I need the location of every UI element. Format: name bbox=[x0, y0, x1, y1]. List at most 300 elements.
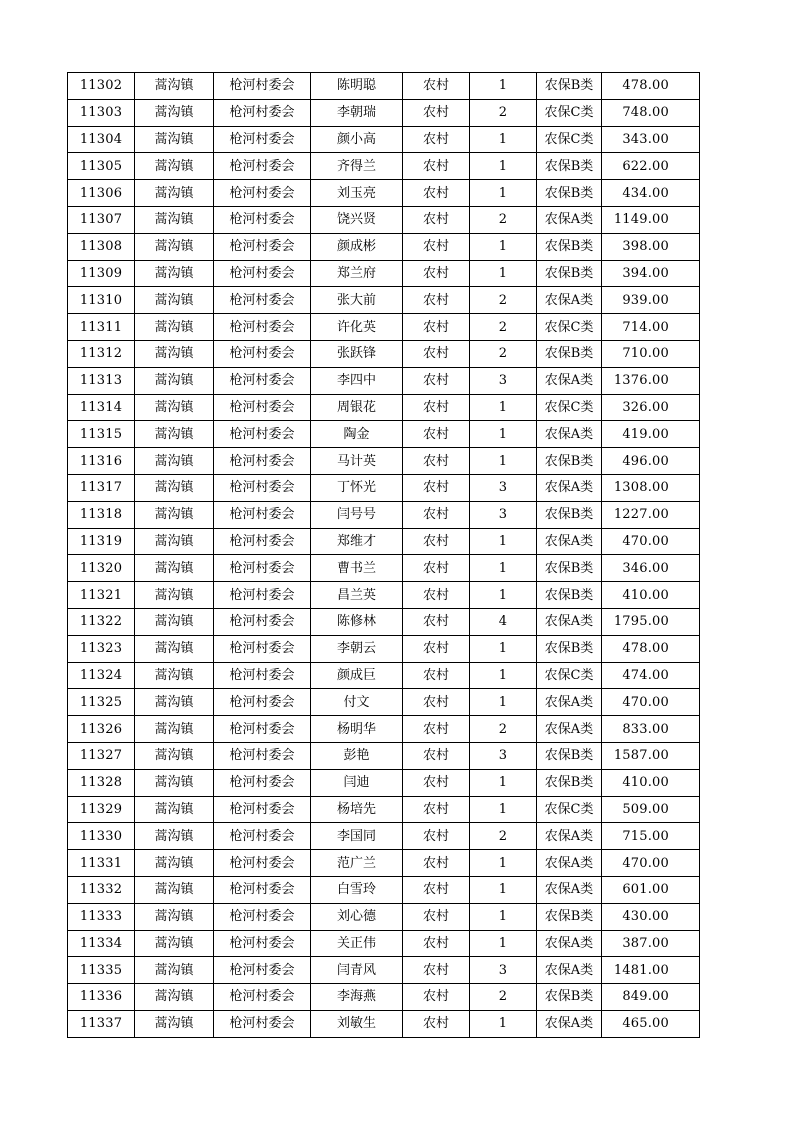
insurance-category-cell: 农保B类 bbox=[537, 769, 602, 796]
village-committee-cell: 枪河村委会 bbox=[214, 769, 311, 796]
family-size-cell: 2 bbox=[470, 314, 537, 341]
insurance-category-cell: 农保A类 bbox=[537, 850, 602, 877]
record-id-cell: 11330 bbox=[68, 823, 135, 850]
record-id-cell: 11308 bbox=[68, 233, 135, 260]
insurance-category-cell: 农保B类 bbox=[537, 742, 602, 769]
household-type-cell: 农村 bbox=[403, 126, 470, 153]
village-committee-cell: 枪河村委会 bbox=[214, 984, 311, 1011]
town-cell: 蒿沟镇 bbox=[135, 582, 214, 609]
record-id-cell: 11323 bbox=[68, 635, 135, 662]
amount-cell: 346.00 bbox=[602, 555, 700, 582]
person-name-cell: 郑兰府 bbox=[311, 260, 403, 287]
table-row bbox=[68, 367, 700, 394]
amount-cell: 398.00 bbox=[602, 233, 700, 260]
record-id-cell: 11306 bbox=[68, 180, 135, 207]
table-row bbox=[68, 823, 700, 850]
records-table bbox=[67, 72, 700, 1038]
town-cell: 蒿沟镇 bbox=[135, 421, 214, 448]
person-name-cell: 李国同 bbox=[311, 823, 403, 850]
town-cell: 蒿沟镇 bbox=[135, 1010, 214, 1037]
insurance-category-cell: 农保A类 bbox=[537, 930, 602, 957]
village-committee-cell: 枪河村委会 bbox=[214, 260, 311, 287]
table-row bbox=[68, 448, 700, 475]
town-cell: 蒿沟镇 bbox=[135, 930, 214, 957]
insurance-category-cell: 农保B类 bbox=[537, 260, 602, 287]
amount-cell: 714.00 bbox=[602, 314, 700, 341]
record-id-cell: 11325 bbox=[68, 689, 135, 716]
household-type-cell: 农村 bbox=[403, 742, 470, 769]
person-name-cell: 李四中 bbox=[311, 367, 403, 394]
amount-cell: 410.00 bbox=[602, 769, 700, 796]
town-cell: 蒿沟镇 bbox=[135, 769, 214, 796]
person-name-cell: 白雪玲 bbox=[311, 876, 403, 903]
insurance-category-cell: 农保B类 bbox=[537, 582, 602, 609]
amount-cell: 1587.00 bbox=[602, 742, 700, 769]
household-type-cell: 农村 bbox=[403, 180, 470, 207]
insurance-category-cell: 农保C类 bbox=[537, 99, 602, 126]
household-type-cell: 农村 bbox=[403, 769, 470, 796]
amount-cell: 394.00 bbox=[602, 260, 700, 287]
town-cell: 蒿沟镇 bbox=[135, 206, 214, 233]
amount-cell: 601.00 bbox=[602, 876, 700, 903]
insurance-category-cell: 农保B类 bbox=[537, 73, 602, 100]
person-name-cell: 李海燕 bbox=[311, 984, 403, 1011]
table-row bbox=[68, 930, 700, 957]
family-size-cell: 2 bbox=[470, 99, 537, 126]
village-committee-cell: 枪河村委会 bbox=[214, 126, 311, 153]
town-cell: 蒿沟镇 bbox=[135, 984, 214, 1011]
family-size-cell: 1 bbox=[470, 421, 537, 448]
family-size-cell: 1 bbox=[470, 260, 537, 287]
person-name-cell: 张跃锋 bbox=[311, 340, 403, 367]
family-size-cell: 1 bbox=[470, 876, 537, 903]
family-size-cell: 4 bbox=[470, 608, 537, 635]
insurance-category-cell: 农保B类 bbox=[537, 635, 602, 662]
insurance-category-cell: 农保A类 bbox=[537, 421, 602, 448]
amount-cell: 849.00 bbox=[602, 984, 700, 1011]
village-committee-cell: 枪河村委会 bbox=[214, 823, 311, 850]
person-name-cell: 郑维才 bbox=[311, 528, 403, 555]
family-size-cell: 1 bbox=[470, 635, 537, 662]
family-size-cell: 1 bbox=[470, 153, 537, 180]
town-cell: 蒿沟镇 bbox=[135, 501, 214, 528]
village-committee-cell: 枪河村委会 bbox=[214, 716, 311, 743]
town-cell: 蒿沟镇 bbox=[135, 474, 214, 501]
town-cell: 蒿沟镇 bbox=[135, 796, 214, 823]
household-type-cell: 农村 bbox=[403, 206, 470, 233]
table-row bbox=[68, 769, 700, 796]
table-row bbox=[68, 180, 700, 207]
person-name-cell: 昌兰英 bbox=[311, 582, 403, 609]
village-committee-cell: 枪河村委会 bbox=[214, 153, 311, 180]
household-type-cell: 农村 bbox=[403, 582, 470, 609]
record-id-cell: 11313 bbox=[68, 367, 135, 394]
family-size-cell: 2 bbox=[470, 716, 537, 743]
record-id-cell: 11335 bbox=[68, 957, 135, 984]
household-type-cell: 农村 bbox=[403, 1010, 470, 1037]
insurance-category-cell: 农保A类 bbox=[537, 716, 602, 743]
record-id-cell: 11331 bbox=[68, 850, 135, 877]
village-committee-cell: 枪河村委会 bbox=[214, 73, 311, 100]
record-id-cell: 11327 bbox=[68, 742, 135, 769]
village-committee-cell: 枪河村委会 bbox=[214, 957, 311, 984]
family-size-cell: 1 bbox=[470, 233, 537, 260]
amount-cell: 1308.00 bbox=[602, 474, 700, 501]
amount-cell: 710.00 bbox=[602, 340, 700, 367]
village-committee-cell: 枪河村委会 bbox=[214, 394, 311, 421]
table-row bbox=[68, 796, 700, 823]
household-type-cell: 农村 bbox=[403, 394, 470, 421]
insurance-category-cell: 农保A类 bbox=[537, 876, 602, 903]
person-name-cell: 曹书兰 bbox=[311, 555, 403, 582]
insurance-category-cell: 农保C类 bbox=[537, 662, 602, 689]
town-cell: 蒿沟镇 bbox=[135, 126, 214, 153]
insurance-category-cell: 农保B类 bbox=[537, 501, 602, 528]
person-name-cell: 陈明聪 bbox=[311, 73, 403, 100]
table-row bbox=[68, 850, 700, 877]
person-name-cell: 陶金 bbox=[311, 421, 403, 448]
person-name-cell: 闫青风 bbox=[311, 957, 403, 984]
amount-cell: 343.00 bbox=[602, 126, 700, 153]
village-committee-cell: 枪河村委会 bbox=[214, 930, 311, 957]
village-committee-cell: 枪河村委会 bbox=[214, 850, 311, 877]
person-name-cell: 饶兴贤 bbox=[311, 206, 403, 233]
village-committee-cell: 枪河村委会 bbox=[214, 180, 311, 207]
amount-cell: 387.00 bbox=[602, 930, 700, 957]
person-name-cell: 李朝瑞 bbox=[311, 99, 403, 126]
table-row bbox=[68, 608, 700, 635]
insurance-category-cell: 农保A类 bbox=[537, 608, 602, 635]
amount-cell: 419.00 bbox=[602, 421, 700, 448]
person-name-cell: 马计英 bbox=[311, 448, 403, 475]
household-type-cell: 农村 bbox=[403, 153, 470, 180]
town-cell: 蒿沟镇 bbox=[135, 903, 214, 930]
household-type-cell: 农村 bbox=[403, 233, 470, 260]
table-row bbox=[68, 501, 700, 528]
family-size-cell: 1 bbox=[470, 903, 537, 930]
household-type-cell: 农村 bbox=[403, 716, 470, 743]
insurance-category-cell: 农保B类 bbox=[537, 340, 602, 367]
household-type-cell: 农村 bbox=[403, 421, 470, 448]
insurance-category-cell: 农保B类 bbox=[537, 153, 602, 180]
insurance-category-cell: 农保B类 bbox=[537, 555, 602, 582]
table-row bbox=[68, 153, 700, 180]
family-size-cell: 2 bbox=[470, 287, 537, 314]
amount-cell: 833.00 bbox=[602, 716, 700, 743]
town-cell: 蒿沟镇 bbox=[135, 716, 214, 743]
amount-cell: 465.00 bbox=[602, 1010, 700, 1037]
person-name-cell: 刘心德 bbox=[311, 903, 403, 930]
record-id-cell: 11311 bbox=[68, 314, 135, 341]
town-cell: 蒿沟镇 bbox=[135, 635, 214, 662]
record-id-cell: 11329 bbox=[68, 796, 135, 823]
person-name-cell: 关正伟 bbox=[311, 930, 403, 957]
table-row bbox=[68, 126, 700, 153]
family-size-cell: 1 bbox=[470, 1010, 537, 1037]
person-name-cell: 丁怀光 bbox=[311, 474, 403, 501]
town-cell: 蒿沟镇 bbox=[135, 367, 214, 394]
amount-cell: 470.00 bbox=[602, 689, 700, 716]
town-cell: 蒿沟镇 bbox=[135, 73, 214, 100]
record-id-cell: 11315 bbox=[68, 421, 135, 448]
table-row bbox=[68, 474, 700, 501]
person-name-cell: 刘玉亮 bbox=[311, 180, 403, 207]
table-row bbox=[68, 582, 700, 609]
village-committee-cell: 枪河村委会 bbox=[214, 233, 311, 260]
village-committee-cell: 枪河村委会 bbox=[214, 314, 311, 341]
household-type-cell: 农村 bbox=[403, 850, 470, 877]
town-cell: 蒿沟镇 bbox=[135, 340, 214, 367]
table-row bbox=[68, 957, 700, 984]
family-size-cell: 1 bbox=[470, 394, 537, 421]
record-id-cell: 11319 bbox=[68, 528, 135, 555]
record-id-cell: 11321 bbox=[68, 582, 135, 609]
family-size-cell: 1 bbox=[470, 180, 537, 207]
town-cell: 蒿沟镇 bbox=[135, 823, 214, 850]
village-committee-cell: 枪河村委会 bbox=[214, 287, 311, 314]
family-size-cell: 1 bbox=[470, 555, 537, 582]
family-size-cell: 2 bbox=[470, 823, 537, 850]
table-row bbox=[68, 206, 700, 233]
town-cell: 蒿沟镇 bbox=[135, 555, 214, 582]
record-id-cell: 11333 bbox=[68, 903, 135, 930]
household-type-cell: 农村 bbox=[403, 99, 470, 126]
village-committee-cell: 枪河村委会 bbox=[214, 206, 311, 233]
village-committee-cell: 枪河村委会 bbox=[214, 421, 311, 448]
record-id-cell: 11317 bbox=[68, 474, 135, 501]
village-committee-cell: 枪河村委会 bbox=[214, 448, 311, 475]
amount-cell: 622.00 bbox=[602, 153, 700, 180]
village-committee-cell: 枪河村委会 bbox=[214, 367, 311, 394]
town-cell: 蒿沟镇 bbox=[135, 448, 214, 475]
village-committee-cell: 枪河村委会 bbox=[214, 742, 311, 769]
town-cell: 蒿沟镇 bbox=[135, 528, 214, 555]
person-name-cell: 杨培先 bbox=[311, 796, 403, 823]
household-type-cell: 农村 bbox=[403, 662, 470, 689]
amount-cell: 326.00 bbox=[602, 394, 700, 421]
village-committee-cell: 枪河村委会 bbox=[214, 796, 311, 823]
table-row bbox=[68, 73, 700, 100]
person-name-cell: 许化英 bbox=[311, 314, 403, 341]
village-committee-cell: 枪河村委会 bbox=[214, 1010, 311, 1037]
family-size-cell: 2 bbox=[470, 984, 537, 1011]
town-cell: 蒿沟镇 bbox=[135, 99, 214, 126]
household-type-cell: 农村 bbox=[403, 367, 470, 394]
amount-cell: 496.00 bbox=[602, 448, 700, 475]
household-type-cell: 农村 bbox=[403, 903, 470, 930]
amount-cell: 1795.00 bbox=[602, 608, 700, 635]
insurance-category-cell: 农保A类 bbox=[537, 1010, 602, 1037]
record-id-cell: 11302 bbox=[68, 73, 135, 100]
village-committee-cell: 枪河村委会 bbox=[214, 582, 311, 609]
village-committee-cell: 枪河村委会 bbox=[214, 689, 311, 716]
person-name-cell: 彭艳 bbox=[311, 742, 403, 769]
insurance-category-cell: 农保B类 bbox=[537, 903, 602, 930]
village-committee-cell: 枪河村委会 bbox=[214, 903, 311, 930]
insurance-category-cell: 农保C类 bbox=[537, 394, 602, 421]
table-row bbox=[68, 716, 700, 743]
person-name-cell: 齐得兰 bbox=[311, 153, 403, 180]
town-cell: 蒿沟镇 bbox=[135, 314, 214, 341]
person-name-cell: 李朝云 bbox=[311, 635, 403, 662]
table-row bbox=[68, 555, 700, 582]
family-size-cell: 3 bbox=[470, 474, 537, 501]
record-id-cell: 11328 bbox=[68, 769, 135, 796]
record-id-cell: 11314 bbox=[68, 394, 135, 421]
amount-cell: 715.00 bbox=[602, 823, 700, 850]
town-cell: 蒿沟镇 bbox=[135, 876, 214, 903]
person-name-cell: 陈修林 bbox=[311, 608, 403, 635]
family-size-cell: 1 bbox=[470, 126, 537, 153]
village-committee-cell: 枪河村委会 bbox=[214, 876, 311, 903]
table-row bbox=[68, 1010, 700, 1037]
family-size-cell: 3 bbox=[470, 742, 537, 769]
insurance-category-cell: 农保B类 bbox=[537, 180, 602, 207]
insurance-category-cell: 农保B类 bbox=[537, 233, 602, 260]
household-type-cell: 农村 bbox=[403, 957, 470, 984]
town-cell: 蒿沟镇 bbox=[135, 957, 214, 984]
family-size-cell: 1 bbox=[470, 850, 537, 877]
family-size-cell: 1 bbox=[470, 796, 537, 823]
household-type-cell: 农村 bbox=[403, 635, 470, 662]
table-row bbox=[68, 421, 700, 448]
village-committee-cell: 枪河村委会 bbox=[214, 662, 311, 689]
record-id-cell: 11324 bbox=[68, 662, 135, 689]
family-size-cell: 1 bbox=[470, 448, 537, 475]
table-row bbox=[68, 394, 700, 421]
household-type-cell: 农村 bbox=[403, 287, 470, 314]
family-size-cell: 1 bbox=[470, 582, 537, 609]
family-size-cell: 1 bbox=[470, 662, 537, 689]
family-size-cell: 3 bbox=[470, 957, 537, 984]
person-name-cell: 周银花 bbox=[311, 394, 403, 421]
family-size-cell: 1 bbox=[470, 769, 537, 796]
table-row bbox=[68, 528, 700, 555]
amount-cell: 410.00 bbox=[602, 582, 700, 609]
table-row bbox=[68, 689, 700, 716]
family-size-cell: 3 bbox=[470, 367, 537, 394]
person-name-cell: 付文 bbox=[311, 689, 403, 716]
person-name-cell: 刘敏生 bbox=[311, 1010, 403, 1037]
insurance-category-cell: 农保B类 bbox=[537, 984, 602, 1011]
town-cell: 蒿沟镇 bbox=[135, 850, 214, 877]
household-type-cell: 农村 bbox=[403, 876, 470, 903]
insurance-category-cell: 农保A类 bbox=[537, 823, 602, 850]
village-committee-cell: 枪河村委会 bbox=[214, 608, 311, 635]
town-cell: 蒿沟镇 bbox=[135, 153, 214, 180]
table-row bbox=[68, 662, 700, 689]
table-row bbox=[68, 233, 700, 260]
record-id-cell: 11326 bbox=[68, 716, 135, 743]
town-cell: 蒿沟镇 bbox=[135, 742, 214, 769]
village-committee-cell: 枪河村委会 bbox=[214, 340, 311, 367]
record-id-cell: 11337 bbox=[68, 1010, 135, 1037]
family-size-cell: 1 bbox=[470, 528, 537, 555]
amount-cell: 470.00 bbox=[602, 528, 700, 555]
village-committee-cell: 枪河村委会 bbox=[214, 501, 311, 528]
table-row bbox=[68, 287, 700, 314]
record-id-cell: 11312 bbox=[68, 340, 135, 367]
amount-cell: 434.00 bbox=[602, 180, 700, 207]
record-id-cell: 11309 bbox=[68, 260, 135, 287]
amount-cell: 1376.00 bbox=[602, 367, 700, 394]
person-name-cell: 颜成彬 bbox=[311, 233, 403, 260]
insurance-category-cell: 农保C类 bbox=[537, 314, 602, 341]
person-name-cell: 闫迪 bbox=[311, 769, 403, 796]
household-type-cell: 农村 bbox=[403, 930, 470, 957]
amount-cell: 430.00 bbox=[602, 903, 700, 930]
record-id-cell: 11304 bbox=[68, 126, 135, 153]
insurance-category-cell: 农保A类 bbox=[537, 689, 602, 716]
amount-cell: 1481.00 bbox=[602, 957, 700, 984]
family-size-cell: 1 bbox=[470, 930, 537, 957]
village-committee-cell: 枪河村委会 bbox=[214, 635, 311, 662]
record-id-cell: 11320 bbox=[68, 555, 135, 582]
record-id-cell: 11332 bbox=[68, 876, 135, 903]
person-name-cell: 闫号号 bbox=[311, 501, 403, 528]
village-committee-cell: 枪河村委会 bbox=[214, 555, 311, 582]
table-row bbox=[68, 635, 700, 662]
insurance-category-cell: 农保A类 bbox=[537, 528, 602, 555]
household-type-cell: 农村 bbox=[403, 340, 470, 367]
town-cell: 蒿沟镇 bbox=[135, 394, 214, 421]
person-name-cell: 颜成巨 bbox=[311, 662, 403, 689]
table-row bbox=[68, 876, 700, 903]
records-table-body bbox=[68, 73, 700, 1038]
insurance-category-cell: 农保A类 bbox=[537, 206, 602, 233]
town-cell: 蒿沟镇 bbox=[135, 689, 214, 716]
household-type-cell: 农村 bbox=[403, 528, 470, 555]
insurance-category-cell: 农保B类 bbox=[537, 448, 602, 475]
household-type-cell: 农村 bbox=[403, 501, 470, 528]
household-type-cell: 农村 bbox=[403, 823, 470, 850]
household-type-cell: 农村 bbox=[403, 555, 470, 582]
household-type-cell: 农村 bbox=[403, 314, 470, 341]
amount-cell: 939.00 bbox=[602, 287, 700, 314]
person-name-cell: 颜小高 bbox=[311, 126, 403, 153]
household-type-cell: 农村 bbox=[403, 260, 470, 287]
insurance-category-cell: 农保A类 bbox=[537, 287, 602, 314]
record-id-cell: 11310 bbox=[68, 287, 135, 314]
table-row bbox=[68, 340, 700, 367]
household-type-cell: 农村 bbox=[403, 608, 470, 635]
insurance-category-cell: 农保A类 bbox=[537, 474, 602, 501]
family-size-cell: 2 bbox=[470, 206, 537, 233]
person-name-cell: 杨明华 bbox=[311, 716, 403, 743]
household-type-cell: 农村 bbox=[403, 73, 470, 100]
amount-cell: 509.00 bbox=[602, 796, 700, 823]
insurance-category-cell: 农保C类 bbox=[537, 126, 602, 153]
insurance-category-cell: 农保C类 bbox=[537, 796, 602, 823]
person-name-cell: 张大前 bbox=[311, 287, 403, 314]
village-committee-cell: 枪河村委会 bbox=[214, 99, 311, 126]
town-cell: 蒿沟镇 bbox=[135, 608, 214, 635]
amount-cell: 1227.00 bbox=[602, 501, 700, 528]
town-cell: 蒿沟镇 bbox=[135, 662, 214, 689]
table-row bbox=[68, 984, 700, 1011]
table-row bbox=[68, 903, 700, 930]
record-id-cell: 11322 bbox=[68, 608, 135, 635]
record-id-cell: 11318 bbox=[68, 501, 135, 528]
town-cell: 蒿沟镇 bbox=[135, 180, 214, 207]
village-committee-cell: 枪河村委会 bbox=[214, 528, 311, 555]
record-id-cell: 11316 bbox=[68, 448, 135, 475]
table-row bbox=[68, 314, 700, 341]
insurance-category-cell: 农保A类 bbox=[537, 957, 602, 984]
record-id-cell: 11307 bbox=[68, 206, 135, 233]
family-size-cell: 3 bbox=[470, 501, 537, 528]
amount-cell: 470.00 bbox=[602, 850, 700, 877]
